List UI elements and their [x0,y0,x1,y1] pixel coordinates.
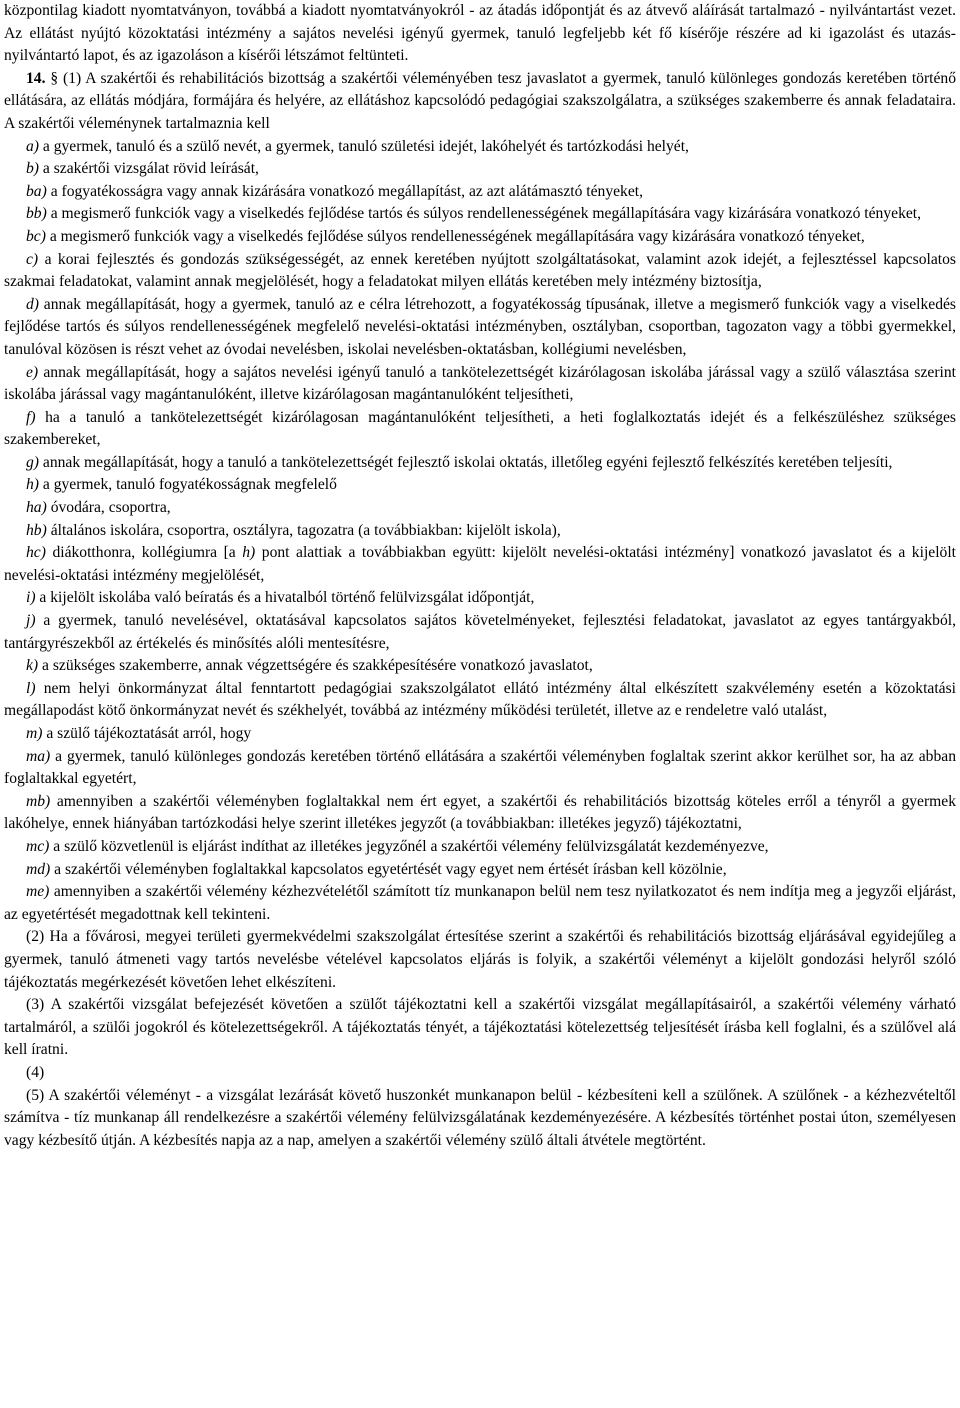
item-text: a gyermek, tanuló fogyatékosságnak megfelelő [39,476,337,494]
list-item-k [4,655,956,678]
item-label: i) [26,589,36,607]
paragraph-text: központilag kiadott nyomtatványon, továbbá a kiadott nyomtatványokról - az átadás időpontját és az átvevő aláírását tartalmazó - nyilvántartást vezet. Az ellátást nyújtó közoktatási intézmény a sajátos nevelési igényű gyermek, tanuló legfeljebb két fő kísérője részére ad ki igazolást és utazás-nyilvántartó lapot, és az igazoláson a kísérői létszámot feltünteti. [4,2,956,65]
item-label: bb) [26,205,47,223]
item-label: mc) [26,837,50,855]
item-label: mb) [26,792,51,810]
item-text: a fogyatékosságra vagy annak kizárására vonatkozó megállapítást, az azt alátámasztó tényeket, [46,182,643,200]
item-text: a szükséges szakemberre, annak végzettségére és szakképesítésére vonatkozó javaslatot, [38,657,593,675]
item-label: h) [26,476,39,494]
item-text: a kijelölt iskolába való beíratás és a hivatalból történő felülvizsgálat időpontját, [35,589,535,607]
section-14-paragraph-4 [4,1062,956,1085]
list-item-c [4,249,956,294]
item-text: annak megállapítását, hogy a sajátos nevelési igényű tanuló a tankötelezettségét kizárólagosan iskolába járással vagy a szülő választása szerint iskolába járással vagy magántanulóként, illetve kizárólagosan magántanulóként teljesítheti, [4,363,956,404]
item-text: a korai fejlesztés és gondozás szükségességét, az ennek keretében nyújtott szolgáltatásokat, valamint azok idejét, a fejlesztéssel kapcsolatos szakmai feladatokat, valamint annak megjelölését, hogy a feladatokat milyen ellátás keretében mely intézmény biztosítja, [4,250,956,291]
item-label: k) [26,657,39,675]
item-label: ma) [26,747,51,765]
item-text: ha a tanuló a tankötelezettségét kizárólagosan magántanulóként teljesítheti, a heti foglalkoztatás idejét és a felkészüléshez szükséges szakembereket, [4,408,956,449]
item-label: a) [26,137,39,155]
list-item-me [4,881,956,926]
list-item-l [4,678,956,723]
item-text: a gyermek, tanuló nevelésével, oktatásával kapcsolatos sajátos követelményeket, fejlesztési feladatokat, javaslatot az egyes tantárgyakból, tantárgyrészekből az értékelés és minősítés alóli mentesítésre, [4,612,956,652]
item-label: hb) [26,521,47,539]
list-item-ma [4,746,956,791]
item-text: a szülő tájékoztatását arról, hogy [42,725,252,742]
item-text: diákotthonra, kollégiumra [a [45,544,243,562]
item-text: a megismerő funkciók vagy a viselkedés fejlődése tartós és súlyos rendellenességének megállapítására vagy kizárására vonatkozó tényeket, [46,205,922,223]
item-label: j) [26,612,36,630]
item-label: md) [26,860,51,878]
item-label: me) [26,883,50,901]
section-14-paragraph-2 [4,926,956,994]
item-text: a megismerő funkciók vagy a viselkedés fejlődése súlyos rendellenességének megállapítására vagy kizárására vonatkozó tényeket, [45,227,865,245]
item-text: amennyiben a szakértői véleményben foglaltakkal nem ért egyet, a szakértői és rehabilitációs bizottság köteles erről a tényről a gyermek lakóhelye, ennek hiányában tartózkodási helye szerint illetékes jegyzőt (a továbbiakban: illetékes jegyző) tájékoztatni, [4,792,956,833]
item-inline-label: h) [242,544,256,562]
item-label: d) [26,295,39,313]
list-item-hc [4,542,956,587]
section-14-paragraph-3 [4,994,956,1062]
item-label: bc) [26,227,46,245]
list-item-md [4,859,956,882]
item-text: a szakértői véleményben foglaltakkal kapcsolatos egyetértését vagy egyet nem értését írásban kell közölnie, [50,860,727,878]
item-label: f) [26,408,36,426]
list-item-e [4,362,956,407]
paragraph-continuation [4,0,956,68]
list-item-mc [4,836,956,859]
section-14-paragraph-1 [4,68,956,136]
item-label: m) [26,725,43,742]
paragraph-text: (4) [26,1063,45,1081]
list-item-mb [4,791,956,836]
list-item-b [4,158,956,181]
list-item-d [4,294,956,362]
list-item-h [4,474,956,497]
paragraph-text: (5) A szakértői véleményt - a vizsgálat lezárását követő huszonkét munkanapon belül - kézbesíteni kell a szülőnek. A szülőnek - a kézhezvételtől számítva - tíz munkanap áll rendelkezésre a szakértői vélemény felülvizsgálatának kezdeményezésére. A kézbesítés történhet postai úton, személyesen vagy kézbesítő útján. A kézbesítés napja az a nap, amelyen a szakértői vélemény szülő általi átvétele megtörtént. [4,1086,956,1149]
item-text: amennyiben a szakértői vélemény kézhezvételétől számított tíz munkanapon belül nem tesz nyilatkozatot és nem indítja meg a jegyzői eljárást, az egyetértését megadottnak kell tekinteni. [4,883,956,923]
paragraph-text: § (1) A szakértői és rehabilitációs bizottság a szakértői véleményében tesz javaslatot a gyermek, tanuló különleges gondozás keretében történő ellátására, az ellátás módjára, formájára és helyére, az ellátáshoz kapcsolódó pedagógiai szakszolgálatra, a szükséges szakemberre és annak feladataira. A szakértői véleménynek tartalmaznia kell [4,69,956,132]
item-label: ha) [26,499,47,517]
item-text: a gyermek, tanuló különleges gondozás keretében történő ellátására a szakértői véleményben foglaltak szerint akkor kerülhet sor, ha az abban foglaltakkal egyetért, [4,747,956,788]
item-label: g) [26,453,39,471]
list-item-a [4,136,956,159]
item-text: annak megállapítását, hogy a gyermek, tanuló az e célra létrehozott, a fogyatékosság típusának, illetve a megismerő funkciók vagy a viselkedés fejlődése tartós és súlyos rendellenességének megfelelő nevelési-oktatási intézményben, osztályban, csoportban, tagozaton vagy a többi gyermekkel, tanulóval közösen is részt vehet az óvodai nevelésben, iskolai nevelésben-oktatásban, kollégiumi nevelésben, [4,295,956,358]
list-item-j [4,610,956,655]
item-label: l) [26,679,36,697]
item-text-continued: pont alattiak a továbbiakban együtt: kijelölt nevelési-oktatási intézmény] vonatkozó javaslatot és a kijelölt nevelési-oktatási intézmény megjelölését, [4,544,956,584]
item-text: óvodára, csoportra, [46,499,171,517]
item-text: általános iskolára, csoportra, osztályra, tagozatra (a továbbiakban: kijelölt iskola), [46,521,561,539]
section-14-paragraph-5 [4,1085,956,1153]
list-item-bb [4,203,956,226]
section-number: 14. [26,69,46,87]
list-item-i [4,587,956,610]
list-item-ba [4,181,956,204]
list-item-m [4,723,956,746]
list-item-bc [4,226,956,249]
list-item-f [4,407,956,452]
paragraph-text: (3) A szakértői vizsgálat befejezését követően a szülőt tájékoztatni kell a szakértői vizsgálat megállapításairól, a szakértői vélemény várható tartalmáról, a szülői jogokról és kötelezettségekről. A tájékoztatás tényét, a tájékoztatási kötelezettség teljesítését írásba kell foglalni, és a szülővel alá kell íratni. [4,996,956,1059]
list-item-g [4,452,956,475]
item-text: a szakértői vizsgálat rövid leírását, [39,160,259,178]
list-item-ha [4,497,956,520]
item-label: c) [26,250,39,268]
paragraph-text: (2) Ha a fővárosi, megyei területi gyermekvédelmi szakszolgálat értesítése szerint a szakértői és rehabilitációs bizottság eljárásával egyidejűleg a gyermek, tanuló átmeneti vagy tartós nevelésbe vételével kapcsolatos eljárás is folyik, a szakértői véleményt a kijelölt gondozási helyről szóló tájékoztatás megérkezését követően lehet elkészíteni. [4,928,956,991]
item-label: b) [26,160,39,178]
item-label: e) [26,363,39,381]
item-text: annak megállapítását, hogy a tanuló a tankötelezettségét fejlesztő iskolai oktatás, illetőleg egyéni fejlesztő felkészítés keretében teljesíti, [39,453,893,471]
item-text: a szülő közvetlenül is eljárást indíthat az illetékes jegyzőnél a szakértői vélemény felülvizsgálatát kezdeményezve, [49,837,769,855]
list-item-hb [4,520,956,543]
item-label: ba) [26,182,47,200]
item-text: nem helyi önkormányzat által fenntartott pedagógiai szakszolgálatot ellátó intézmény által elkészített szakvélemény esetén a közoktatási megállapodást kötő önkormányzat nevét és székhelyét, továbbá az intézmény működési területét, illetve az e rendeletre való utalást, [4,679,956,720]
item-text: a gyermek, tanuló és a szülő nevét, a gyermek, tanuló születési idejét, lakóhelyét és tartózkodási helyét, [39,137,689,155]
item-label: hc) [26,544,46,562]
